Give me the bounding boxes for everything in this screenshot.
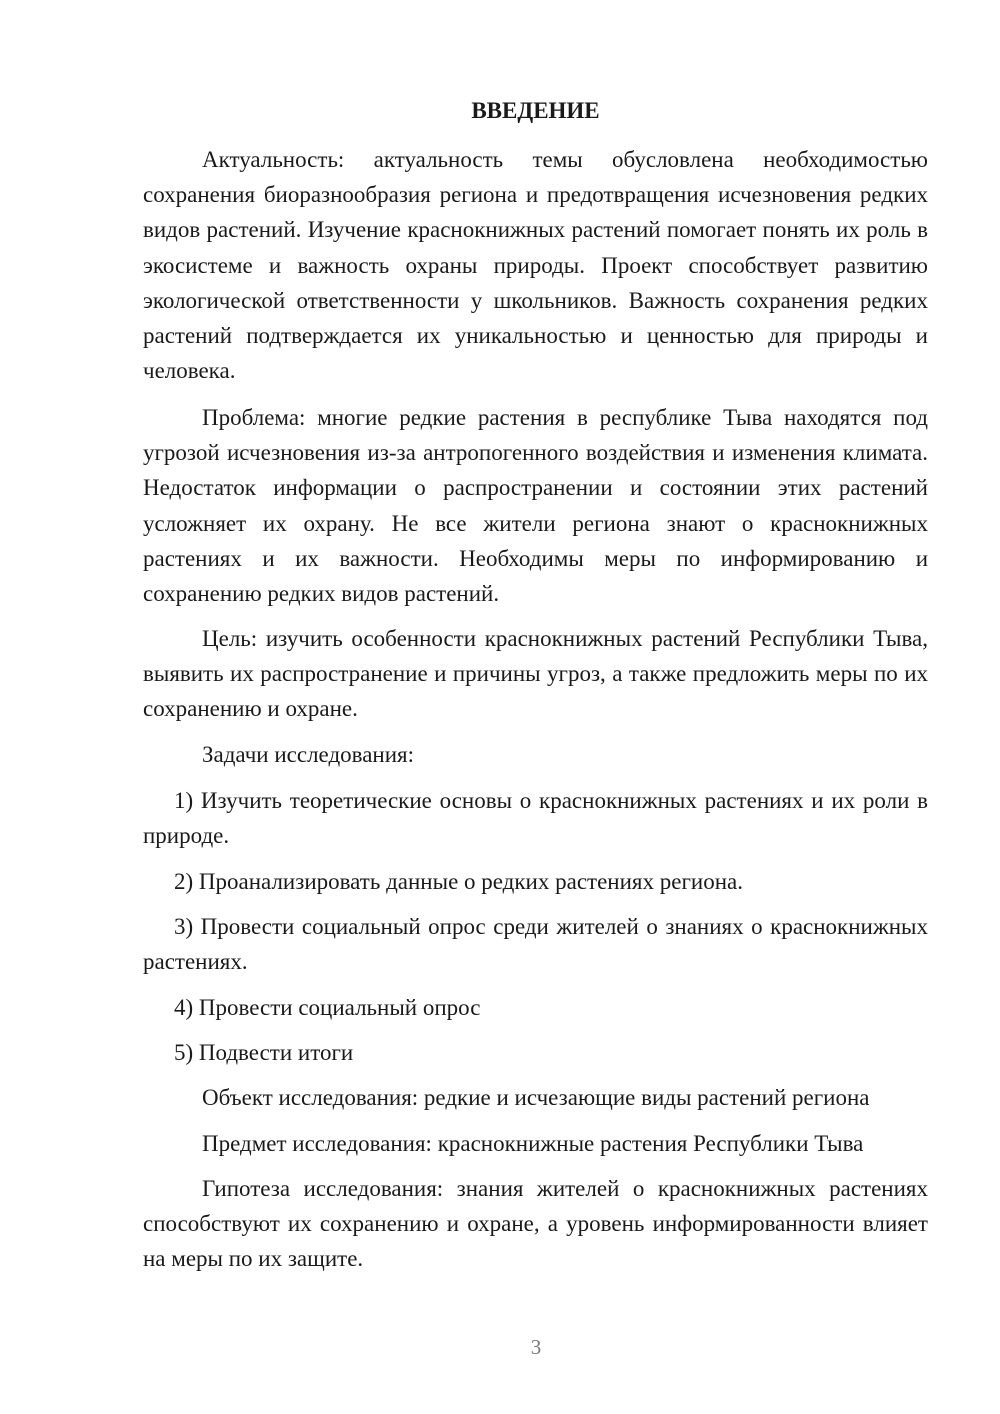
object-paragraph: Объект исследования: редкие и исчезающие виды растений региона — [202, 1085, 870, 1110]
tasks-heading: Задачи исследования: — [202, 742, 415, 767]
task-item-5: 5) Подвести итоги — [174, 1040, 354, 1065]
subject-paragraph: Предмет исследования: краснокнижные растения Республики Тыва — [202, 1131, 864, 1156]
task-item-4: 4) Провести социальный опрос — [174, 995, 481, 1020]
section-title: ВВЕДЕНИЕ — [471, 98, 600, 123]
hypothesis-paragraph: Гипотеза исследования: знания жителей о краснокнижных растениях способствуют их сохранению и охране, а уровень информированности влияет на меры по их защите. — [143, 1176, 928, 1272]
relevance-paragraph: Актуальность: актуальность темы обусловлена необходимостью сохранения биоразнообразия региона и предотвращения исчезновения редких видов растений. Изучение краснокнижных растений помогает понять их роль в экосистеме и важность охраны природы. Проект способствует развитию экологической ответственности у школьников. Важность сохранения редких растений подтверждается их уникальностью и ценностью для природы и человека. — [143, 147, 928, 384]
goal-paragraph: Цель: изучить особенности краснокнижных растений Республики Тыва, выявить их распространение и причины угроз, а также предложить меры по их сохранению и охране. — [143, 626, 928, 722]
problem-paragraph: Проблема: многие редкие растения в республике Тыва находятся под угрозой исчезновения из-за антропогенного воздействия и изменения климата. Недостаток информации о распространении и состоянии этих растений усложняет их охрану. Не все жители региона знают о краснокнижных растениях и их важности. Необходимы меры по информированию и сохранению редких видов растений. — [143, 405, 928, 607]
task-item-2: 2) Проанализировать данные о редких растениях региона. — [174, 869, 743, 894]
page-number: 3 — [530, 1335, 542, 1359]
task-item-3: 3) Провести социальный опрос среди жителей о знаниях о краснокнижных растениях. — [143, 914, 928, 975]
task-item-1: 1) Изучить теоретические основы о краснокнижных растениях и их роли в природе. — [143, 788, 928, 849]
